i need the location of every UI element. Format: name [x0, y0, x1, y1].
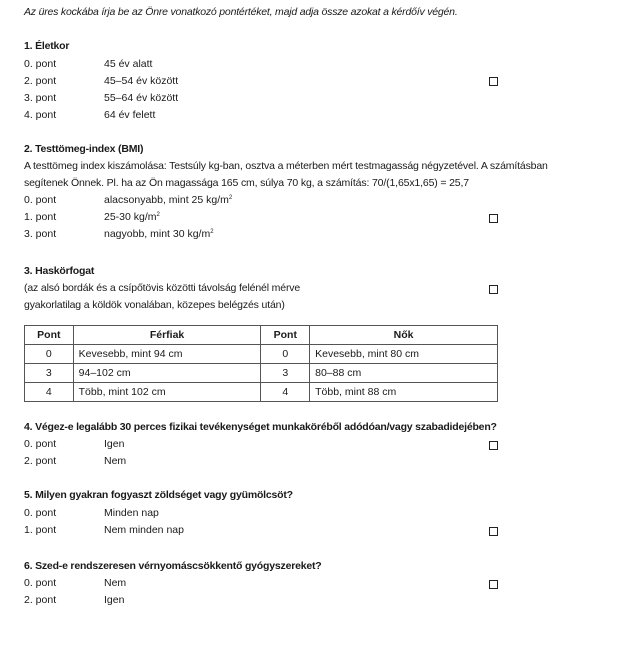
- option-label: alacsonyabb, mint 25 kg/m: [104, 194, 229, 206]
- option-points: 2. pont: [24, 75, 57, 87]
- option-points: 1. pont: [24, 524, 57, 536]
- option-points: 0. pont: [24, 577, 57, 589]
- men-range-cell: 94–102 cm: [73, 364, 261, 383]
- option-points: 0. pont: [24, 58, 57, 70]
- option-label: 45 év alatt: [104, 58, 153, 70]
- question-6-title: 6. Szed-e rendszeresen vérnyomáscsökkentő gyógyszereket?: [24, 560, 322, 572]
- table-header-row: [25, 326, 498, 345]
- option-points: 1. pont: [24, 211, 57, 223]
- option-row: [24, 592, 124, 609]
- option-label: Nem minden nap: [104, 524, 184, 536]
- women-points-cell: 0: [261, 345, 310, 364]
- option-points: 0. pont: [24, 507, 57, 519]
- question-2-description-line1: A testtömeg index kiszámolása: Testsúly kg-ban, osztva a méterben mért testmagasság négyzetével. A számításban: [24, 160, 548, 172]
- option-row: [24, 522, 184, 539]
- score-checkbox-q6[interactable]: [489, 580, 498, 589]
- score-checkbox-q1[interactable]: [489, 77, 498, 86]
- superscript: 2: [210, 229, 214, 235]
- option-label: Igen: [104, 594, 125, 606]
- option-points: 4. pont: [24, 109, 57, 121]
- men-range-cell: Több, mint 102 cm: [73, 383, 261, 402]
- instructions-text: Az üres kockába írja be az Önre vonatkozó pontértéket, majd adja össze azokat a kérdőív végén.: [24, 6, 458, 18]
- superscript: 2: [228, 195, 233, 201]
- score-checkbox-q5[interactable]: [489, 527, 498, 536]
- women-range-cell: 80–88 cm: [310, 364, 498, 383]
- table-row: [25, 383, 498, 402]
- women-range-cell: Kevesebb, mint 80 cm: [310, 345, 498, 364]
- waist-circumference-table: [24, 325, 498, 402]
- option-label: 64 év felett: [104, 109, 156, 121]
- option-label: 25-30 kg/m: [104, 211, 157, 223]
- women-range-cell: Több, mint 88 cm: [310, 383, 498, 402]
- option-label: Minden nap: [104, 507, 159, 519]
- men-points-cell: 0: [25, 345, 74, 364]
- question-2-description-line2: segítenek Önnek. Pl. ha az Ön magassága 165 cm, súlya 70 kg, a számítás: 70/(1,65x1,65) = 25,7: [24, 177, 469, 189]
- question-3-title: 3. Haskörfogat: [24, 265, 95, 277]
- superscript: 2: [156, 212, 160, 218]
- option-row: [24, 56, 152, 73]
- option-row: [24, 209, 160, 226]
- women-points-cell: 3: [261, 364, 310, 383]
- men-points-cell: 3: [25, 364, 74, 383]
- question-4-title: 4. Végez-e legalább 30 perces fizikai tevékenységet munkaköréből adódóan/vagy szabadidejében?: [24, 421, 497, 433]
- option-label: nagyobb, mint 30 kg/m: [104, 228, 211, 240]
- question-2-title: 2. Testtömeg-index (BMI): [24, 143, 144, 155]
- table-row: [25, 364, 498, 383]
- header-men: Férfiak: [73, 326, 261, 345]
- option-points: 3. pont: [24, 92, 57, 104]
- women-points-cell: 4: [261, 383, 310, 402]
- option-label: Nem: [104, 577, 127, 589]
- option-label: 55–64 év között: [104, 92, 179, 104]
- option-row: [24, 505, 159, 522]
- option-row: [24, 90, 178, 107]
- men-points-cell: 4: [25, 383, 74, 402]
- option-row: [24, 192, 232, 209]
- option-row: [24, 226, 214, 243]
- option-points: 2. pont: [24, 594, 57, 606]
- question-3-description-line1: (az alsó bordák és a csípőtövis közötti távolság felénél mérve: [24, 282, 301, 294]
- option-label: Nem: [104, 455, 127, 467]
- question-1-title: 1. Életkor: [24, 40, 70, 52]
- header-women-points: Pont: [261, 326, 310, 345]
- option-points: 3. pont: [24, 228, 57, 240]
- score-checkbox-q4[interactable]: [489, 441, 498, 450]
- option-label: 45–54 év között: [104, 75, 179, 87]
- table-row: [25, 345, 498, 364]
- option-row: [24, 73, 178, 90]
- option-points: 0. pont: [24, 438, 57, 450]
- men-range-cell: Kevesebb, mint 94 cm: [73, 345, 261, 364]
- score-checkbox-q3[interactable]: [489, 285, 498, 294]
- score-checkbox-q2[interactable]: [489, 214, 498, 223]
- question-5-title: 5. Milyen gyakran fogyaszt zöldséget vagy gyümölcsöt?: [24, 489, 293, 501]
- header-women: Nők: [310, 326, 498, 345]
- option-label: Igen: [104, 438, 125, 450]
- option-row: [24, 575, 126, 592]
- option-row: [24, 107, 155, 124]
- option-row: [24, 453, 126, 470]
- option-points: 2. pont: [24, 455, 57, 467]
- option-row: [24, 436, 124, 453]
- question-3-description-line2: gyakorlatilag a köldök vonalában, közepes belégzés után): [24, 299, 285, 311]
- option-points: 0. pont: [24, 194, 57, 206]
- header-men-points: Pont: [25, 326, 74, 345]
